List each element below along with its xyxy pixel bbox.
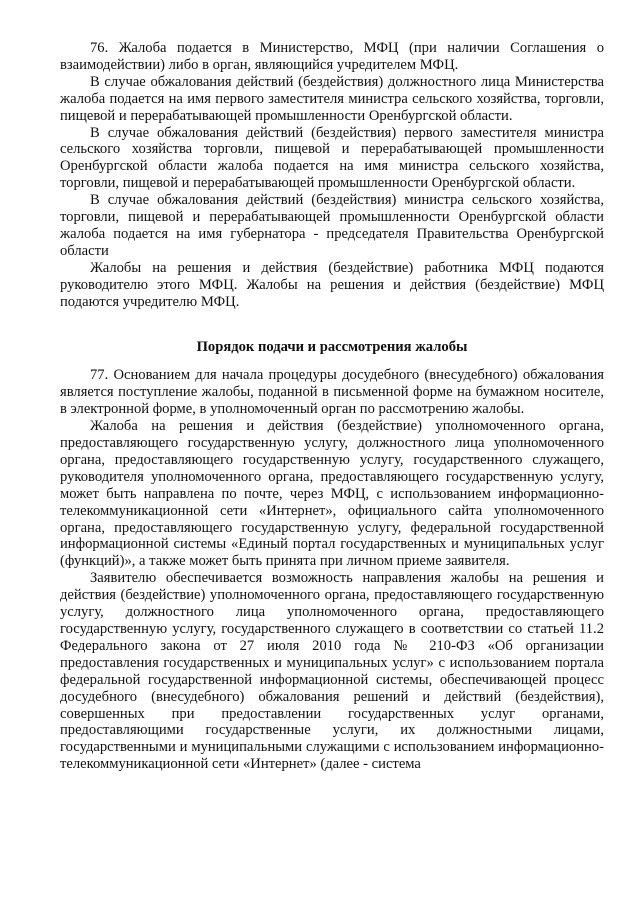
- paragraph-minister: В случае обжалования действий (бездействия) министра сельского хозяйства, торговли, пищевой и перерабатывающей промышленности Оренбургской области жалоба подается на имя губернатора - председателя Правительства Оренбургской области: [60, 192, 604, 259]
- paragraph-applicant-portal: Заявителю обеспечивается возможность направления жалобы на решения и действия (бездействие) уполномоченного органа, предоставляющего государственную услугу, должностного лица уполномоченного органа, предоставляющего государственную услугу, государственного служащего в соответствии со статьей 11.2 Федерального закона от 27 июля 2010 года № 210-ФЗ «Об организации предоставления государственных и муниципальных услуг» с использованием портала федеральной государственной информационной системы, обеспечивающей процесс досудебного (внесудебного) обжалования решений и действий (бездействия), совершенных при предоставлении государственных услуг органами, предоставляющими государственные услуги, их должностными лицами, государственными и муниципальными служащими с использованием информационно-телекоммуникационной сети «Интернет» (далее - система: [60, 570, 604, 773]
- paragraph-76: 76. Жалоба подается в Министерство, МФЦ (при наличии Соглашения о взаимодействии) либо в орган, являющийся учредителем МФЦ.: [60, 40, 604, 73]
- paragraph-complaint-channels: Жалоба на решения и действия (бездействие) уполномоченного органа, предоставляющего государственную услугу, должностного лица уполномоченного органа, предоставляющего государственную услугу, государственного служащего, руководителя уполномоченного органа, предоставляющего государственную услугу, может быть направлена по почте, через МФЦ, с использованием информационно-телекоммуникационной сети «Интернет», официального сайта уполномоченного органа, предоставляющего государственную услугу, федеральной государственной информационной системы «Единый портал государственных и муниципальных услуг (функций)», а также может быть принята при личном приеме заявителя.: [60, 418, 604, 570]
- paragraph-first-deputy: В случае обжалования действий (бездействия) первого заместителя министра сельского хозяйства торговли, пищевой и перерабатывающей промышленности Оренбургской области жалоба подается на имя министра сельского хозяйства, торговли, пищевой и перерабатывающей промышленности Оренбургской области.: [60, 124, 604, 192]
- paragraph-77: 77. Основанием для начала процедуры досудебного (внесудебного) обжалования является поступление жалобы, поданной в письменной форме на бумажном носителе, в электронной форме, в уполномоченный орган по рассмотрению жалобы.: [60, 367, 604, 418]
- section-heading: Порядок подачи и рассмотрения жалобы: [196, 338, 468, 355]
- paragraph-mfc: Жалобы на решения и действия (бездействие) работника МФЦ подаются руководителю этого МФЦ. Жалобы на решения и действия (бездействие) МФЦ подаются учредителю МФЦ.: [60, 259, 604, 310]
- paragraph-ministry-official: В случае обжалования действий (бездействия) должностного лица Министерства жалоба подается на имя первого заместителя министра сельского хозяйства, торговли, пищевой и перерабатывающей промышленности Оренбургской области.: [60, 73, 604, 124]
